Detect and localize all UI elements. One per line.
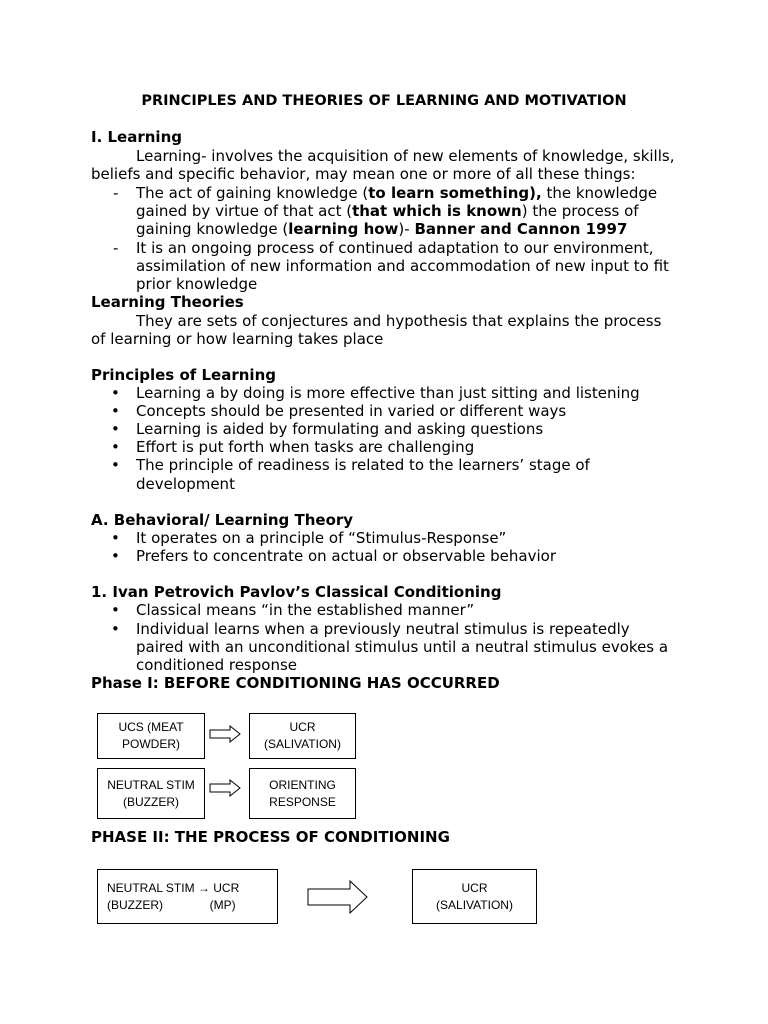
section-heading-principles: Principles of Learning	[91, 366, 276, 384]
theories-line-1: They are sets of conjectures and hypothesis that explains the process	[136, 312, 662, 330]
bullet-marker: •	[111, 456, 120, 474]
principle-item: Concepts should be presented in varied or different ways	[136, 402, 567, 420]
learning-paragraph-line-1: Learning- involves the acquisition of new elements of knowledge, skills,	[136, 147, 675, 165]
bullet-marker: •	[111, 402, 120, 420]
ucr-salivation-box: UCR (SALIVATION)	[249, 713, 356, 759]
neutral-stim-ucr-box: NEUTRAL STIM → UCR (BUZZER) (MP)	[97, 869, 278, 924]
learning-paragraph-line-2: beliefs and specific behavior, may mean one or more of all these things:	[91, 165, 636, 183]
principle-item: The principle of readiness is related to the learners’ stage of	[136, 456, 590, 474]
right-arrow-icon	[209, 725, 241, 743]
learning-item-2-line-1: It is an ongoing process of continued adaptation to our environment,	[136, 239, 654, 257]
ucr-salivation-result-box: UCR (SALIVATION)	[412, 869, 537, 924]
section-heading-learning-theories: Learning Theories	[91, 293, 244, 311]
pavlov-item-continued: paired with an unconditional stimulus until a neutral stimulus evokes a	[136, 638, 669, 656]
section-heading-behavioral: A. Behavioral/ Learning Theory	[91, 511, 354, 529]
dash-marker: -	[113, 239, 119, 257]
bullet-marker: •	[111, 547, 120, 565]
orienting-response-box: ORIENTING RESPONSE	[249, 768, 356, 819]
neutral-stim-buzzer-box: NEUTRAL STIM (BUZZER)	[97, 768, 205, 819]
principle-item: Effort is put forth when tasks are challenging	[136, 438, 475, 456]
section-heading-pavlov: 1. Ivan Petrovich Pavlov’s Classical Conditioning	[91, 583, 502, 601]
bullet-marker: •	[111, 438, 120, 456]
section-heading-learning: I. Learning	[91, 128, 182, 146]
learning-item-1-line-3: gaining knowledge (learning how)- Banner and Cannon 1997	[136, 220, 628, 238]
behavioral-item: Prefers to concentrate on actual or observable behavior	[136, 547, 556, 565]
learning-item-1-line-1: The act of gaining knowledge (to learn something), the knowledge	[136, 184, 658, 202]
learning-item-2-line-2: assimilation of new information and accommodation of new input to fit	[136, 257, 669, 275]
dash-marker: -	[113, 184, 119, 202]
bullet-marker: •	[111, 529, 120, 547]
pavlov-item: Classical means “in the established manner”	[136, 601, 475, 619]
theories-line-2: of learning or how learning takes place	[91, 330, 384, 348]
bullet-marker: •	[111, 420, 120, 438]
ucs-meat-powder-box: UCS (MEAT POWDER)	[97, 713, 205, 759]
phase-1-heading: Phase I: BEFORE CONDITIONING HAS OCCURRED	[91, 674, 500, 692]
pavlov-item: Individual learns when a previously neutral stimulus is repeatedly	[136, 620, 630, 638]
bullet-marker: •	[111, 384, 120, 402]
phase-2-heading: PHASE II: THE PROCESS OF CONDITIONING	[91, 828, 450, 846]
right-arrow-icon	[307, 880, 369, 914]
document-title: PRINCIPLES AND THEORIES OF LEARNING AND MOTIVATION	[141, 93, 627, 109]
principle-item: Learning is aided by formulating and asking questions	[136, 420, 544, 438]
bullet-marker: •	[111, 601, 120, 619]
learning-item-1-line-2: gained by virtue of that act (that which is known) the process of	[136, 202, 639, 220]
pavlov-item-continued: conditioned response	[136, 656, 298, 674]
principle-item: Learning a by doing is more effective than just sitting and listening	[136, 384, 640, 402]
principle-item-continued: development	[136, 475, 235, 493]
behavioral-item: It operates on a principle of “Stimulus-Response”	[136, 529, 507, 547]
bullet-marker: •	[111, 620, 120, 638]
learning-item-2-line-3: prior knowledge	[136, 275, 258, 293]
right-arrow-icon	[209, 779, 241, 797]
